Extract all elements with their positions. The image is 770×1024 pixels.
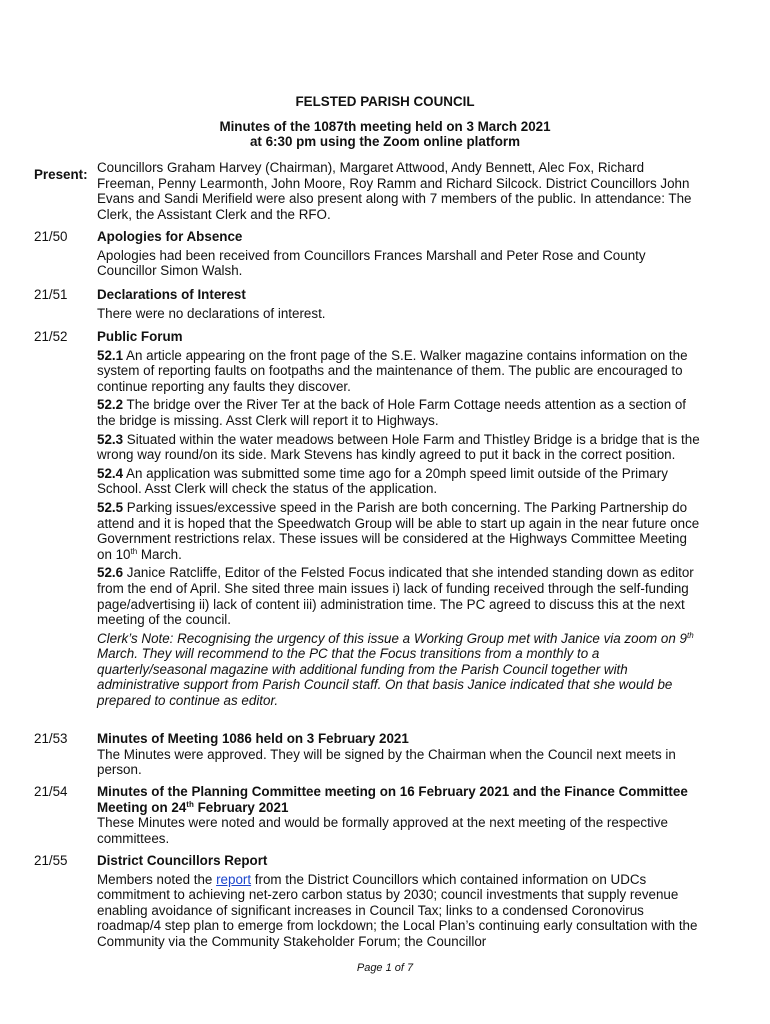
section-apologies [97, 229, 702, 279]
section-body [97, 872, 702, 950]
item-text: An application was submitted some time ago for a 20mph speed limit outside of the Primary School. Asst Clerk will check the status of the application. [97, 465, 668, 497]
item-text: Parking issues/excessive speed in the Parish are both concerning. The Parking Partnership do attend and it is hoped that the Speedwatch Group will be able to start up again in the near future once Government restrictions relax. These issues will be considered at the Highways Committee Meeting on 10 [97, 499, 700, 562]
section-committee-minutes [97, 784, 702, 846]
council-name: FELSTED PARISH COUNCIL [295, 94, 475, 109]
item-number: 52.5 [97, 499, 124, 515]
section-body: There were no declarations of interest. [97, 305, 326, 321]
section-district-councillors [97, 853, 702, 950]
page-number: Page 1 of 7 [356, 962, 414, 974]
superscript: th [130, 546, 138, 556]
note-text: March. They will recommend to the PC that the Focus transitions from a monthly to a quarterly/seasonal magazine with additional funding from the Parish Council together with administrative support from Parish Council staff. On that basis Janice indicated that she would be prepared to continue as editor. [97, 646, 673, 709]
section-number: 21/51 [34, 287, 68, 302]
section-heading: Apologies for Absence [97, 229, 243, 244]
item-text: An article appearing on the front page of the S.E. Walker magazine contains information on the system of reporting faults on footpaths and the maintenance of them. The public are encouraged to continue reporting any faults they discover. [97, 347, 688, 394]
forum-item [97, 565, 702, 627]
section-public-forum [97, 329, 702, 709]
forum-item [97, 432, 702, 463]
forum-item [97, 500, 702, 562]
section-number: 21/54 [34, 784, 68, 799]
note-text: Clerk’s Note: Recognising the urgency of this issue a Working Group met with Janice via zoom on 9 [97, 630, 687, 646]
section-number: 21/53 [34, 731, 68, 746]
minutes-subtitle: at 6:30 pm using the Zoom online platform [249, 134, 521, 149]
section-body: These Minutes were noted and would be formally approved at the next meeting of the respective committees. [97, 815, 668, 846]
present-label: Present: [34, 167, 88, 182]
section-number: 21/52 [34, 329, 68, 344]
section-minutes-1086 [97, 731, 702, 778]
section-heading: Public Forum [97, 329, 183, 344]
minutes-title: Minutes of the 1087th meeting held on 3 March 2021 [219, 119, 551, 134]
heading-text: Minutes of the Planning Committee meeting on 16 February 2021 and the Finance Committee Meeting on 24 [97, 784, 688, 815]
body-text: from the District Councillors which contained information on UDCs commitment to achieving net-zero carbon status by 2030; council investments that supply revenue enabling avoidance of significant increases in Council Tax; links to a condensed Coronovirus roadmap/4 step plan to emerge from lockdown; the Local Plan’s continuing early consultation with the Community via the Community Stakeholder Forum; the Councillor [97, 871, 698, 949]
superscript: th [686, 630, 694, 640]
section-heading: Declarations of Interest [97, 287, 246, 302]
report-link[interactable]: report [216, 871, 252, 887]
forum-item [97, 397, 702, 428]
item-number: 52.6 [97, 565, 124, 581]
present-text: Councillors Graham Harvey (Chairman), Margaret Attwood, Andy Bennett, Alec Fox, Richard Freeman, Penny Learmonth, John Moore, Roy Ramm and Richard Silcock. District Councillors John Evans and Sandi Merifield were also present along with 7 members of the public. In attendance: The Clerk, the Assistant Clerk and the RFO. [97, 160, 692, 222]
forum-item [97, 348, 702, 395]
item-number: 52.2 [97, 397, 124, 413]
heading-text: February 2021 [193, 799, 289, 815]
section-body: The Minutes were approved. They will be signed by the Chairman when the Council next meets in person. [97, 746, 676, 778]
item-number: 52.1 [97, 347, 124, 363]
section-number: 21/55 [34, 853, 68, 868]
superscript: th [186, 799, 194, 809]
section-heading [97, 784, 702, 815]
clerk-note [97, 631, 702, 709]
item-number: 52.3 [97, 431, 124, 447]
section-heading: Minutes of Meeting 1086 held on 3 February 2021 [97, 731, 409, 746]
item-number: 52.4 [97, 465, 124, 481]
section-declarations [97, 287, 702, 321]
forum-item [97, 466, 702, 497]
item-text: March. [137, 546, 182, 562]
section-heading: District Councillors Report [97, 853, 268, 868]
section-body: Apologies had been received from Councillors Frances Marshall and Peter Rose and County Councillor Simon Walsh. [97, 247, 646, 279]
item-text: Situated within the water meadows between Hole Farm and Thistley Bridge is a bridge that is the wrong way round/on its side. Mark Stevens has kindly agreed to put it back in the correct position. [97, 431, 700, 463]
body-text: Members noted the [97, 871, 217, 887]
item-text: The bridge over the River Ter at the back of Hole Farm Cottage needs attention as a section of the bridge is missing. Asst Clerk will report it to Highways. [97, 397, 687, 428]
item-text: Janice Ratcliffe, Editor of the Felsted Focus indicated that she intended standing down as editor from the end of April. She sited three main issues i) lack of funding received through the self-funding page/advertising ii) lack of content iii) administration time. The PC agreed to discuss this at the next meeting of the council. [97, 565, 694, 628]
section-number: 21/50 [34, 229, 68, 244]
